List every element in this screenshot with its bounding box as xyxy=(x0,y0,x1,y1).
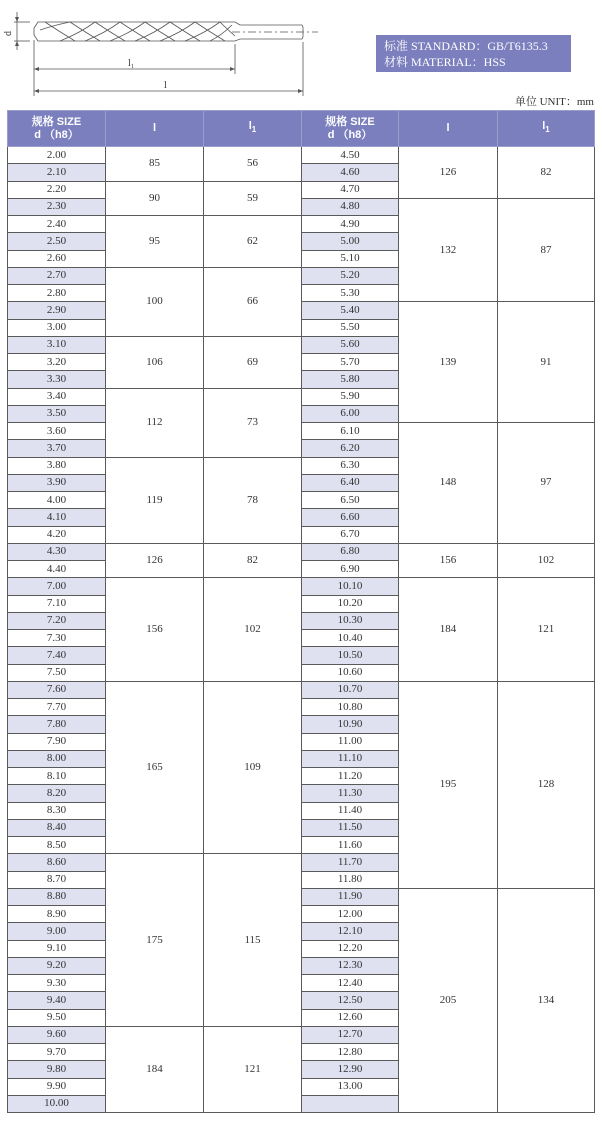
drill-flutes xyxy=(45,22,235,41)
flute-length-l1-cell: 97 xyxy=(498,423,595,544)
size-cell: 2.10 xyxy=(8,164,106,181)
size-cell: 7.10 xyxy=(8,595,106,612)
size-cell: 3.90 xyxy=(8,474,106,491)
size-cell: 10.60 xyxy=(302,664,399,681)
flute-length-l1-cell: 121 xyxy=(204,1026,302,1112)
length-l-cell: 106 xyxy=(106,336,204,388)
size-cell: 7.20 xyxy=(8,612,106,629)
length-l-cell: 126 xyxy=(106,543,204,578)
length-l-cell: 95 xyxy=(106,216,204,268)
table-row xyxy=(8,543,302,560)
flute-length-l1-cell: 78 xyxy=(204,457,302,543)
size-cell xyxy=(302,1095,399,1112)
length-l-cell: 156 xyxy=(106,578,204,682)
size-cell: 8.00 xyxy=(8,750,106,767)
size-cell: 3.60 xyxy=(8,423,106,440)
size-cell: 3.70 xyxy=(8,440,106,457)
header-size: 规格 SIZE d （h8） xyxy=(8,111,106,147)
flute-length-l1-cell: 87 xyxy=(498,198,595,302)
size-cell: 2.50 xyxy=(8,233,106,250)
size-cell: 8.60 xyxy=(8,854,106,871)
size-cell: 7.30 xyxy=(8,630,106,647)
size-cell: 2.90 xyxy=(8,302,106,319)
table-row xyxy=(8,457,302,474)
size-cell: 4.00 xyxy=(8,492,106,509)
size-cell: 3.00 xyxy=(8,319,106,336)
size-cell: 6.20 xyxy=(302,440,399,457)
size-cell: 10.00 xyxy=(8,1095,106,1112)
header-l1: $l_1$ xyxy=(498,111,595,147)
size-cell: 6.50 xyxy=(302,492,399,509)
size-cell: 10.90 xyxy=(302,716,399,733)
table-row xyxy=(8,336,302,353)
size-cell: 12.40 xyxy=(302,975,399,992)
label-l: l xyxy=(164,80,167,91)
flute-length-l1-cell: 82 xyxy=(204,543,302,578)
size-cell: 12.00 xyxy=(302,906,399,923)
header-l: l xyxy=(399,111,498,147)
size-cell: 11.50 xyxy=(302,819,399,836)
size-cell: 10.30 xyxy=(302,612,399,629)
flute-length-l1-cell: 73 xyxy=(204,388,302,457)
flute-length-l1-cell: 115 xyxy=(204,854,302,1027)
length-l-cell: 132 xyxy=(399,198,498,302)
standard-text: 标准 STANDARD：GB/T6135.3 xyxy=(384,39,548,53)
size-cell: 11.10 xyxy=(302,750,399,767)
size-cell: 2.60 xyxy=(8,250,106,267)
length-l-cell: 126 xyxy=(399,147,498,199)
size-cell: 11.20 xyxy=(302,768,399,785)
size-cell: 12.50 xyxy=(302,992,399,1009)
size-cell: 4.60 xyxy=(302,164,399,181)
label-d: d xyxy=(3,31,14,36)
size-cell: 6.30 xyxy=(302,457,399,474)
size-cell: 9.40 xyxy=(8,992,106,1009)
size-cell: 4.30 xyxy=(8,543,106,560)
size-cell: 6.10 xyxy=(302,423,399,440)
size-cell: 9.90 xyxy=(8,1078,106,1095)
size-cell: 11.70 xyxy=(302,854,399,871)
size-cell: 5.30 xyxy=(302,285,399,302)
size-cell: 7.00 xyxy=(8,578,106,595)
size-cell: 3.80 xyxy=(8,457,106,474)
size-cell: 10.20 xyxy=(302,595,399,612)
length-l-cell: 195 xyxy=(399,681,498,888)
material-text: 材料 MATERIAL：HSS xyxy=(384,55,506,69)
size-cell: 5.70 xyxy=(302,354,399,371)
table-row xyxy=(8,854,302,871)
table-row xyxy=(302,578,595,595)
size-cell: 8.50 xyxy=(8,837,106,854)
length-l-cell: 205 xyxy=(399,888,498,1112)
size-cell: 2.20 xyxy=(8,181,106,198)
size-cell: 10.80 xyxy=(302,699,399,716)
flute-length-l1-cell: 91 xyxy=(498,302,595,423)
size-cell: 8.40 xyxy=(8,819,106,836)
size-cell: 13.00 xyxy=(302,1078,399,1095)
size-cell: 6.60 xyxy=(302,509,399,526)
flute-length-l1-cell: 134 xyxy=(498,888,595,1112)
size-cell: 7.60 xyxy=(8,681,106,698)
size-cell: 6.40 xyxy=(302,474,399,491)
flute-length-l1-cell: 102 xyxy=(498,543,595,578)
size-cell: 7.80 xyxy=(8,716,106,733)
size-cell: 11.80 xyxy=(302,871,399,888)
header-l: l xyxy=(106,111,204,147)
size-cell: 6.80 xyxy=(302,543,399,560)
table-row xyxy=(302,423,595,440)
unit-label: 单位 UNIT：mm xyxy=(514,96,594,108)
size-cell: 7.70 xyxy=(8,699,106,716)
length-l-cell: 90 xyxy=(106,181,204,216)
size-cell: 5.10 xyxy=(302,250,399,267)
drill-flutes-2 xyxy=(40,22,232,41)
table-row xyxy=(8,578,302,595)
flute-length-l1-cell: 82 xyxy=(498,147,595,199)
table-row xyxy=(8,181,302,198)
table-row xyxy=(302,198,595,215)
size-cell: 11.00 xyxy=(302,733,399,750)
size-cell: 6.00 xyxy=(302,405,399,422)
size-cell: 4.90 xyxy=(302,216,399,233)
size-cell: 3.20 xyxy=(8,354,106,371)
table-row xyxy=(8,147,302,164)
size-cell: 2.80 xyxy=(8,285,106,302)
size-cell: 3.30 xyxy=(8,371,106,388)
table-row xyxy=(8,681,302,698)
size-cell: 12.60 xyxy=(302,1009,399,1026)
flute-length-l1-cell: 102 xyxy=(204,578,302,682)
size-cell: 5.60 xyxy=(302,336,399,353)
size-cell: 10.40 xyxy=(302,630,399,647)
size-cell: 5.00 xyxy=(302,233,399,250)
table-row xyxy=(8,267,302,284)
size-cell: 4.20 xyxy=(8,526,106,543)
size-cell: 9.50 xyxy=(8,1009,106,1026)
size-cell: 12.20 xyxy=(302,940,399,957)
size-cell: 12.10 xyxy=(302,923,399,940)
size-cell: 5.90 xyxy=(302,388,399,405)
size-cell: 10.10 xyxy=(302,578,399,595)
label-l1: l₁ xyxy=(128,58,135,69)
length-l-cell: 119 xyxy=(106,457,204,543)
size-cell: 7.40 xyxy=(8,647,106,664)
table-row xyxy=(302,543,595,560)
size-cell: 9.30 xyxy=(8,975,106,992)
size-cell: 9.10 xyxy=(8,940,106,957)
size-cell: 8.70 xyxy=(8,871,106,888)
drill-dimension-drawing xyxy=(0,0,330,100)
length-l-cell: 85 xyxy=(106,147,204,182)
size-cell: 4.80 xyxy=(302,198,399,215)
length-l-cell: 139 xyxy=(399,302,498,423)
size-cell: 9.70 xyxy=(8,1044,106,1061)
table-row xyxy=(302,302,595,319)
size-cell: 2.70 xyxy=(8,267,106,284)
flute-length-l1-cell: 121 xyxy=(498,578,595,682)
table-row xyxy=(302,888,595,905)
size-cell: 12.80 xyxy=(302,1044,399,1061)
size-cell: 9.20 xyxy=(8,957,106,974)
size-cell: 7.90 xyxy=(8,733,106,750)
flute-length-l1-cell: 109 xyxy=(204,681,302,854)
size-cell: 11.30 xyxy=(302,785,399,802)
size-cell: 2.30 xyxy=(8,198,106,215)
size-cell: 11.60 xyxy=(302,837,399,854)
size-cell: 3.50 xyxy=(8,405,106,422)
size-cell: 4.70 xyxy=(302,181,399,198)
size-cell: 10.50 xyxy=(302,647,399,664)
size-cell: 4.40 xyxy=(8,561,106,578)
length-l-cell: 184 xyxy=(399,578,498,682)
size-cell: 5.50 xyxy=(302,319,399,336)
size-cell: 8.20 xyxy=(8,785,106,802)
table-row xyxy=(302,681,595,698)
table-row xyxy=(8,388,302,405)
size-cell: 8.30 xyxy=(8,802,106,819)
length-l-cell: 165 xyxy=(106,681,204,854)
size-cell: 2.40 xyxy=(8,216,106,233)
size-cell: 6.70 xyxy=(302,526,399,543)
flute-length-l1-cell: 69 xyxy=(204,336,302,388)
size-cell: 9.00 xyxy=(8,923,106,940)
size-cell: 10.70 xyxy=(302,681,399,698)
length-l-cell: 100 xyxy=(106,267,204,336)
size-cell: 9.80 xyxy=(8,1061,106,1078)
size-cell: 3.10 xyxy=(8,336,106,353)
flute-length-l1-cell: 56 xyxy=(204,147,302,182)
size-cell: 8.90 xyxy=(8,906,106,923)
size-cell: 5.20 xyxy=(302,267,399,284)
length-l-cell: 156 xyxy=(399,543,498,578)
size-cell: 7.50 xyxy=(8,664,106,681)
left-size-table xyxy=(7,110,302,1113)
size-cell: 12.30 xyxy=(302,957,399,974)
header-l1: $l_1$ xyxy=(204,111,302,147)
size-cell: 5.80 xyxy=(302,371,399,388)
size-cell: 5.40 xyxy=(302,302,399,319)
size-cell: 6.90 xyxy=(302,561,399,578)
size-cell: 3.40 xyxy=(8,388,106,405)
length-l-cell: 112 xyxy=(106,388,204,457)
table-row xyxy=(8,1026,302,1043)
size-cell: 4.50 xyxy=(302,147,399,164)
flute-length-l1-cell: 128 xyxy=(498,681,595,888)
size-cell: 11.40 xyxy=(302,802,399,819)
size-cell: 8.10 xyxy=(8,768,106,785)
length-l-cell: 175 xyxy=(106,854,204,1027)
spec-info-box xyxy=(376,35,571,72)
right-size-table xyxy=(301,110,595,1113)
size-cell: 4.10 xyxy=(8,509,106,526)
size-cell: 11.90 xyxy=(302,888,399,905)
flute-length-l1-cell: 62 xyxy=(204,216,302,268)
size-cell: 9.60 xyxy=(8,1026,106,1043)
length-l-cell: 148 xyxy=(399,423,498,544)
header-size: 规格 SIZE d （h8） xyxy=(302,111,399,147)
length-l-cell: 184 xyxy=(106,1026,204,1112)
size-cell: 2.00 xyxy=(8,147,106,164)
size-cell: 12.70 xyxy=(302,1026,399,1043)
size-cell: 12.90 xyxy=(302,1061,399,1078)
table-row xyxy=(302,147,595,164)
flute-length-l1-cell: 59 xyxy=(204,181,302,216)
size-cell: 8.80 xyxy=(8,888,106,905)
table-row xyxy=(8,216,302,233)
flute-length-l1-cell: 66 xyxy=(204,267,302,336)
